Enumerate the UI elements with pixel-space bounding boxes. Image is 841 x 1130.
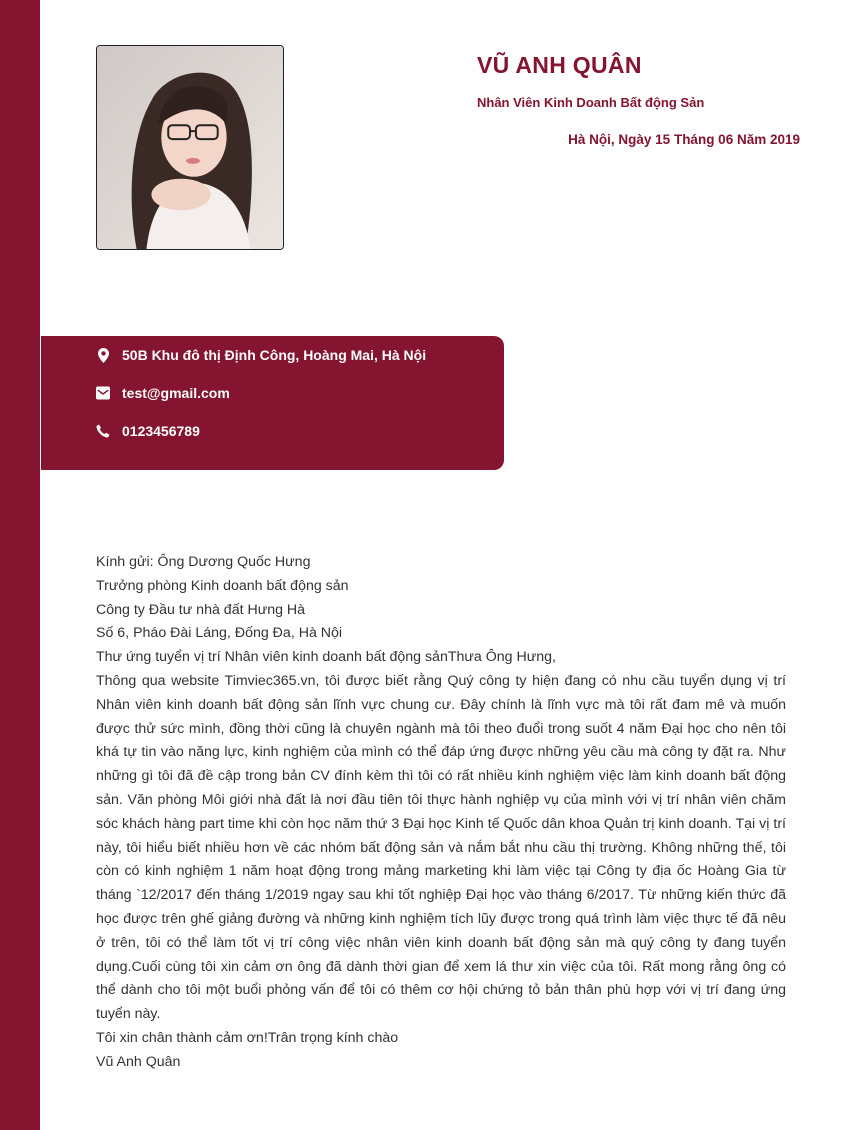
candidate-name: VŨ ANH QUÂN [477,52,642,78]
letter-body: Thông qua website Timviec365.vn, tôi được biết rằng Quý công ty hiện đang có nhu cầu tuyển dụng vị trí Nhân viên kinh doanh bất động sản lĩnh vực chung cư. Đây chính là lĩnh vực mà tôi rất đam mê và muốn được thử sức mình, đồng thời cũng là chuyên ngành mà tôi theo đuổi trong suốt 4 năm Đại học cho nên tôi khá tự tin vào năng lực, kinh nghiệm của mình có thể đáp ứng được những yêu cầu mà công ty đặt ra. Như những gì tôi đã đề cập trong bản CV đính kèm thì tôi có rất nhiều kinh nghiệm việc làm kinh doanh bất động sản. Văn phòng Môi giới nhà đất là nơi đầu tiên tôi thực hành nghiệp vụ của mình với vị trí nhân viên chăm sóc khách hàng part time khi còn học năm thứ 3 Đại học Kinh tế Quốc dân khoa Quản trị kinh doanh. Tại vị trí này, tôi hiểu biết nhiều hơn về các nhóm bất động sản và nắm bắt nhu cầu thị trường. Không những thế, tôi còn có kinh nghiệm 1 năm hoạt động trong mảng marketing khi làm việc tại Công ty địa ốc Hoàng Gia từ tháng `12/2017 đến tháng 1/2019 ngay sau khi tốt nghiệp Đại học vào tháng 6/2017. Từ những kiến thức đã học được trên ghế giảng đường và những kinh nghiệm tích lũy được trong quá trình làm việc thực tế đã nêu ở trên, tôi có thể làm tốt vị trí công việc nhân viên kinh doanh bất động sản mà quý công ty đang tuyển dụng.Cuối cùng tôi xin cảm ơn ông đã dành thời gian để xem lá thư xin việc của tôi. Rất mong rằng ông có thể dành cho tôi một buổi phỏng vấn để tôi có thêm cơ hội chứng tỏ bản thân phù hợp với vị trí đang ứng tuyển này. [96,672,786,1023]
profile-photo [96,45,284,250]
letter-recipient-company: Công ty Đầu tư nhà đất Hưng Hà [96,601,306,618]
envelope-icon [96,385,110,401]
candidate-position: Nhân Viên Kinh Doanh Bất động Sản [477,95,705,110]
contact-panel [41,336,504,470]
letter-closing: Tôi xin chân thành cảm ơn!Trân trọng kính chào [96,1029,399,1046]
profile-photo-illustration [97,46,283,249]
contact-address: 50B Khu đô thị Định Công, Hoàng Mai, Hà Nội [122,347,427,363]
letter-recipient-address: Số 6, Pháo Đài Láng, Đống Đa, Hà Nội [96,625,343,642]
letter-signature: Vũ Anh Quân [96,1053,181,1070]
phone-icon [96,423,110,439]
contact-phone[interactable]: 0123456789 [122,423,200,439]
contact-email-row [96,385,230,401]
letter-recipient-title: Trưởng phòng Kinh doanh bất động sản [96,577,349,594]
contact-email[interactable]: test@gmail.com [122,385,230,401]
letter-date: Hà Nội, Ngày 15 Tháng 06 Năm 2019 [568,132,800,147]
cover-letter [96,551,786,1075]
contact-phone-row [96,423,200,439]
letter-recipient-line: Kính gửi: Ông Dương Quốc Hưng [96,554,311,570]
left-accent-bar [0,0,40,1130]
contact-address-row [96,347,426,363]
map-marker-icon [96,347,110,363]
letter-subject: Thư ứng tuyển vị trí Nhân viên kinh doanh bất động sảnThưa Ông Hưng, [96,649,556,666]
